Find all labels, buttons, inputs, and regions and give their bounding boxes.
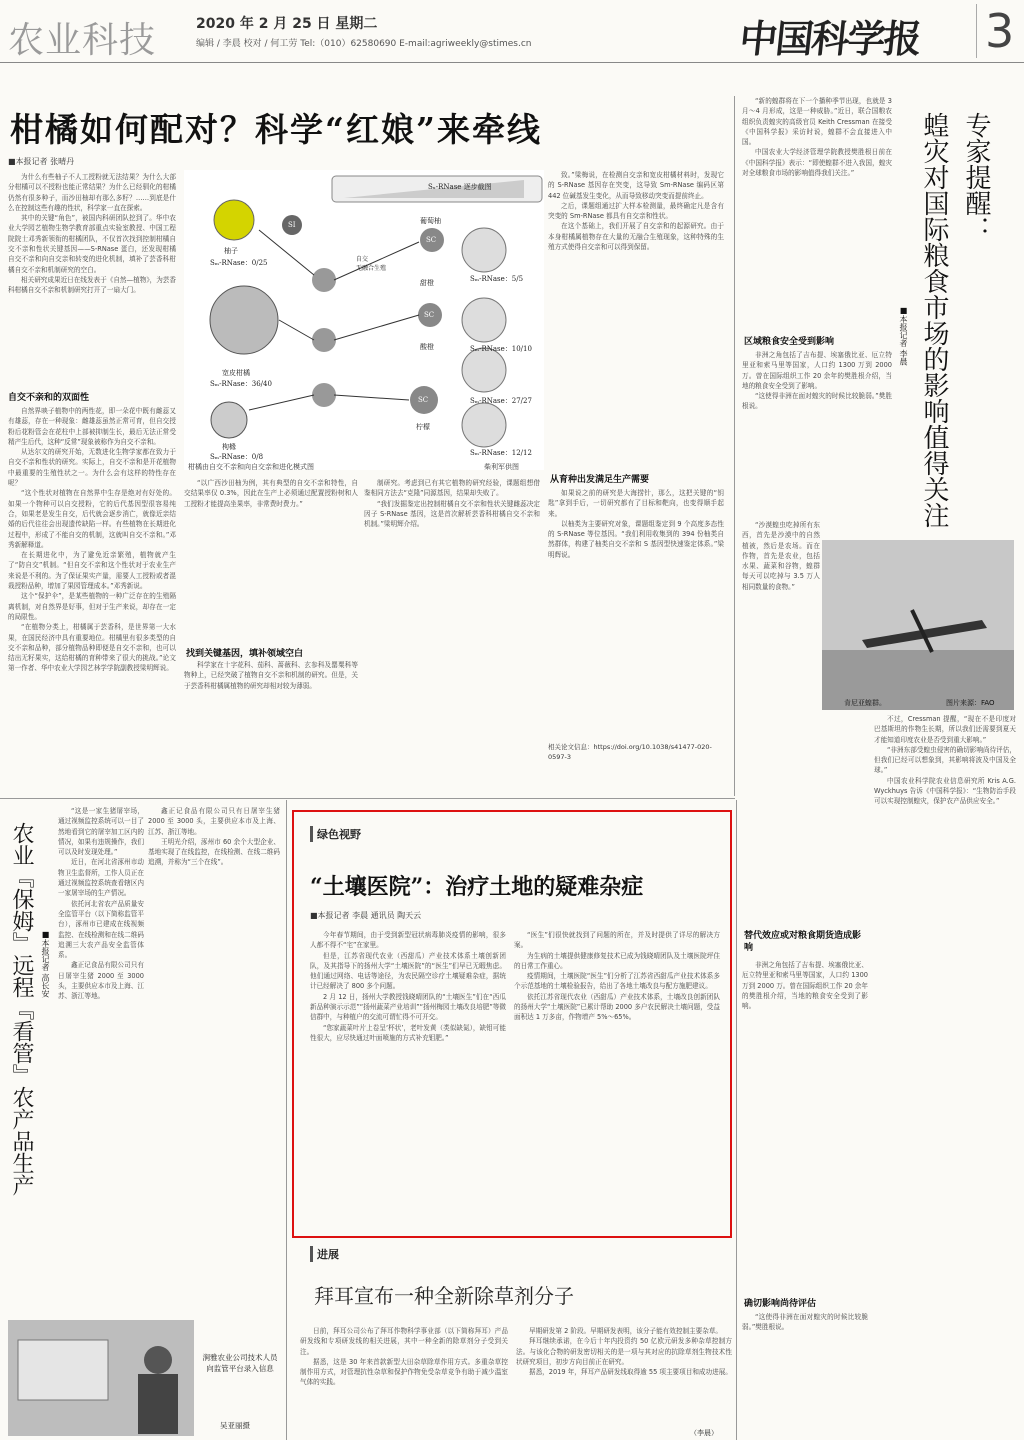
fig-label-pomelo-count: Sₘ-RNase：0/25 [210, 259, 268, 267]
soil-headline: “土壤医院”：治疗土地的疑难杂症 [310, 874, 644, 900]
locust-subhead-2: 替代效应或对粮食期货造成影响 [744, 931, 862, 953]
col-divider-bottom-left [286, 800, 287, 1440]
page-number: 3 [976, 4, 1014, 58]
lead-col1b: 自然界映子植物中的两性花，即一朵花中既有雌蕊又有雄蕊，存在一种现象：雌雄蕊虽然正常可育，但自交授粉后花粉管会在花柱中上部被抑制生长，最后无法正常受精产生后代，这种“反常”现象被称作为自交不亲和。 从达尔文的研究开始，无数进化生物学家都在致力于自交不亲和性状的研究。实际上，自交不亲和是开花植物中最重要的生殖性状之一。为什么会有这样的特性存在呢？ “这个性状对植物在自然界中生存是绝对有好处的。如果一个物种可以自交授粉，它的后代基因型很容易纯合，如果老是发生自交，后代就会逐步消亡，就像近亲结婚的后代往往会出现遗传缺陷一样。有些植物在长期进化过程中，形成了不能自交的机制，这就叫自交不亲和。”邓秀新解释道。 在长期进化中，为了避免近亲繁殖，植物就产生了“防自交”机制。“但自交不亲和这个性状对于农业生产来说是不利的。为了保证果实产量，需要人工授粉或者混栽授粉品种，增加了果园管理成本。”邓秀新说。 这个“保护伞”，是某些植物的一种广泛存在的生殖隔离机制，对自然界是好事，但对于生产来说，却存在一定的局限性。 “在植物分类上，柑橘属于芸香科，是世界第一大水果，在国民经济中具有重要地位。柑橘里有很多类型的自交不亲和品种，部分植物品种即便是自交不亲和，也可以结出无籽果实，这给柑橘的育种带来了很大的挑战。”论文第一作者、华中农业大学园艺林学学院副教授梁明辉说。 [8, 407, 176, 673]
editor-line: 编辑 / 李晨 校对 / 何工劳 Tel:（010）62580690 E-mail:agriweekly@stimes.cn [196, 39, 532, 49]
fig-count-1: Sₘ-RNase：5/5 [470, 275, 524, 283]
fig-arrow-label: 自交 无融合生殖 [356, 256, 387, 272]
fig-label-lemon: 柠檬 [416, 423, 430, 431]
lead-headline: 柑橘如何配对？科学“红娘”来牵线 [10, 110, 542, 149]
nanny-photo-caption: 涧雅农业公司技术人员向监管平台录入信息 [202, 1353, 278, 1373]
locust-kicker: 专家提醒： [961, 112, 991, 242]
locust-col3: 不过，Cressman 提醒，“现在不是印度对巴基斯坦的作物生长期，所以我们还需要到夏天才能知道印度农业是否受到重大影响。” “非洲东部受蝗虫侵害的确切影响尚待评估，但我们已经可以想象到，其影响将波及中国及全球。” 中国农业科学院农业信息研究所 Kris A.G. Wyckhuys 告诉《中国科学报》：“生物防治手段可以实现控制蝗灾，保护农产品供应安全。” [874, 715, 1016, 806]
lead-col5: 致。”梁梅说，在检测自交亲和宽皮柑橘材料时，发现它的 S-RNase 基因存在突变，这导致 Sm-RNase 编码区第 442 位碱基发生变化，从而导致移动突变而提前终止。 之后，课题组通过扩大样本检测量，最终确定凡是含有突变的 Sm-RNase 都具有自交亲和性状。 在这个基础上，我们开展了自交亲和的起源研究。由于本身柑橘属植物存在大量的无融合生殖现象，这种特殊的生殖方式使得自交亲和可以得到保留。 [548, 171, 724, 252]
fig-label-citron-count: Sₘ-RNase：0/8 [210, 453, 264, 461]
figure-credit: 柴利军供图 [484, 463, 519, 471]
col-divider-lead [734, 96, 735, 796]
section-title: 农业科技 [8, 20, 157, 61]
lead-col4: 制研究。考虑到已有其它植物的研究经验，课题组想借鉴相同方法去“克隆”同源基因，结果却失败了。 “我们发掘鉴定出控制柑橘自交不亲和性状关键雌蕊决定因子 S-RNase 基因，这是首次解析芸香科柑橘自交不亲和机制。”梁明辉介绍。 [364, 479, 540, 529]
bayer-kicker: 进展 [310, 1246, 339, 1262]
newspaper-logo: 中国科学报 [737, 16, 923, 61]
locust-subhead-3: 确切影响尚待评估 [744, 1299, 817, 1309]
fig-label-mandarin-count: Sₘ-RNase：36/40 [210, 380, 272, 388]
fig-top-label: Sₓ-RNase 逐步截图 [428, 183, 492, 191]
locust-photo [822, 540, 1014, 710]
lead-byline: ■本报记者 张晴丹 [8, 157, 75, 166]
soil-byline: ■本报记者 李晨 通讯员 陶天云 [310, 911, 422, 920]
locust-col1b: 非洲之角包括了吉布提、埃塞俄比亚、厄立特里亚和索马里等国家，人口约 1300 万到 2000 万。曾在国际组织工作 20 余年的樊胜根介绍，当地的粮食安全受到了影响。 “这使得非洲在面对蝗灾的时候比较脆弱。”樊胜根说。 [742, 351, 892, 411]
nanny-byline: ■本报记者 高长安 [41, 930, 50, 998]
soil-kicker: 绿色视野 [310, 826, 361, 842]
nanny-photo-credit: 吴亚丽摄 [220, 1421, 250, 1430]
fig-label-sour: 酸橙 [420, 343, 434, 351]
bayer-headline: 拜耳宣布一种全新除草剂分子 [314, 1284, 574, 1308]
soil-col2: “医生”们很快就找到了问题的所在，并及时提供了详尽的解决方案。 为生病的土壤提供健康修复技术已成为钱晓晴团队及土壤医院坪住的日常工作重心。 疫情期间，土壤医院“医生”们分析了江苏省西甜瓜产业技术体系多个示范基地的土壤检验报告，给出了各地土壤改良与配方施肥建议。 依托江苏省现代农业（西甜瓜）产业技术体系，土壤改良创新团队的扬州大学“土壤医院”已累计帮助 2000 多户农民解决土壤问题，受益面积达 1 万多亩，作物增产 5%～65%。 [514, 931, 720, 1022]
nanny-photo [8, 1320, 194, 1436]
issue-date: 2020 年 2 月 25 日 星期二 [196, 16, 378, 32]
fig-count-2: Sₘ-RNase：10/10 [470, 345, 532, 353]
fig-label-mandarin: 宽皮柑橘 [222, 369, 250, 377]
fig-label-orange: 甜橙 [420, 279, 434, 287]
fig-label-pomelo: 柚子 [224, 247, 238, 255]
citrus-diagram [184, 170, 544, 456]
lead-col1: 为什么有些柚子不人工授粉就无法结果？为什么大部分柑橘可以不授粉也能正常结果？为什么已经驯化的柑橘仍然有很多种子，而沙田柚却有那么多籽？……到底是什么在控制这些有趣的性状，科学家一直在探索。 其中的关键“角色”，被国内科研团队挖到了。华中农业大学园艺植物生物学教育部重点实验室教授、中国工程院院士邓秀新领衔的柑橘团队，不仅首次找到控制柑橘自交不亲和性状关键基因——S-RNase 蛋白，还发现柑橘自交不亲和向自交亲和转变的进化机制，填补了芸香科柑橘自交不亲和机制研究的空白。 相关研究成果近日在线发表于《自然—植物》，为芸香科柑橘自交不亲和机制研究打开了一扇大门。 [8, 173, 176, 295]
fig-label-citron: 枸橼 [222, 443, 236, 451]
locust-photo-image [822, 540, 1014, 710]
locust-photo-credit: 图片来源：FAO [946, 699, 995, 707]
locust-subhead-1: 区域粮食安全受到影响 [744, 337, 835, 347]
locust-col2b: 非洲之角包括了吉布提、埃塞俄比亚、厄立特里亚和索马里等国家，人口约 1300 万到 2000 万。曾在国际组织工作 20 余年的樊胜根介绍，当地的粮食安全受到了影响。 [742, 961, 868, 1011]
lead-col3: “以广西沙田柚为例，其有典型的自交不亲和特性，自交结果率仅 0.3%，因此在生产上必须通过配置授粉树和人工授粉才能提高坐果率，非常费时费力。” [184, 479, 358, 508]
locust-headline: 蝗灾对国际粮食市场的影响值得关注 [919, 112, 949, 528]
lead-reference: 相关论文信息：https://doi.org/10.1038/s41477-020-0597-3 [548, 743, 712, 761]
lead-col5b: 如果说之前的研究是大海捞针，那么，这把关键的“钥匙”拿到手后，一切研究都有了目标和靶向，也变得顺手起来。 以柚类为主要研究对象，课题组鉴定到 9 个高度多态性的 S-RNase 等位基因。“我们利用收集到的 394 份柚类自然群体，构建了柚类自交不亲和 S 基因型快速鉴定体系。”梁明辉说。 [548, 489, 724, 559]
citrus-figure [184, 170, 544, 470]
lead-col3b: 科学家在十字花科、茄科、蔷薇科、玄参科及罂粟科等物种上，已经突破了植物自交不亲和机制的研究。但是，关于芸香科柑橘属植物的研究却相对较为薄弱。 [184, 661, 358, 690]
locust-col1: “新的蝗群将在下一个播种季节出现，也就是 3 月～4 月形成，这是一种威胁。”近日，联合国粮农组织负责蝗灾的高级官员 Keith Cressman 在接受《中国科学报》采访时说，蝗群不会直接进入中国。 中国农业大学经济管理学院教授樊胜根日前在《中国科学报》表示：“即使蝗群不进入我国，蝗灾对全球粮食市场的影响值得我们关注。” [742, 97, 892, 178]
fig-sc-1: SC [426, 236, 437, 244]
locust-photo-caption: 肯尼亚蝗群。 [844, 699, 886, 707]
nanny-col2: 鑫正记食品有限公司只有日屠宰生猪 2000 至 3000 头，主要供应本市及上海、江苏、浙江等地。 王明光介绍，涿州市 60 余个大型企业、基地实现了在线监控，在线检测、在线二维码追溯，并称为“三个在线”。 [148, 807, 280, 867]
fig-si: SI [288, 221, 296, 229]
bayer-col1: 日前，拜耳公司公布了拜耳作物科学事业部（以下简称拜耳）产品研发线和专项研发线的相关进展，其中一种全新的除草剂分子受到关注。 据悉，这是 30 年来首款新型大田杂草除草作用方式。多重杂草控制作用方式，对管理抗性杂草和保护作物免受杂草竞争有助于减少温室气体的实践。 [300, 1327, 508, 1387]
bayer-col2: 早期研发第 2 阶段。早期研发表明，该分子能有效控制主要杂草。 拜耳继续承诺，在今后十年内投资约 50 亿欧元研发多种杂草控制方法。与该化合物的研发密切相关的是一项与其对应的抗除草剂生物技术性状研究项目，初步方向目前正在研究。 据悉，2019 年，拜耳产品研发线取得逾 55 项主要项目和成功进展。 [516, 1327, 732, 1377]
locust-col2: “沙漠蝗虫吃掉所有东西，首先是沙漠中的自然植被，然后是农场。而在作物，首先是农业，包括水果、蔬菜和谷物，蝗群每天可以吃掉与 3.5 万人相同数量的食物。” [742, 521, 820, 591]
soil-col1: 今年春节期间，由于受到新型冠状病毒肺炎疫情的影响，很多人都不得不“宅”在家里。 但是，江苏省现代农业（西甜瓜）产业技术体系土壤创新团队，及其指导下的扬州大学“土壤医院”的“医生”们早已无暇焦虑。他们通过网络、电话等途径，为农民隔空诊疗土壤疑难杂症，据统计已经解决了 800 多个问题。 2 月 12 日，扬州大学教授钱晓晴团队的“土壤医生”们在“西瓜新品种演示示范”“扬州蔬菜产业培训”“扬州梅园土壤改良培肥”等微信群中，与种植户的交流可谓忙得不可开交。 “您家蔬菜叶片上卷呈‘杯状’，老叶发黄（类似缺氮），缺钼可能性很大，应尽快通过叶面喷施的方式补充钼肥。” [310, 931, 506, 1042]
locust-col2c: “这使得非洲在面对蝗灾的时候比较脆弱。”樊胜根说。 [742, 1313, 868, 1332]
nanny-headline: 农业『保姆』远程『看管』农产品生产 [9, 822, 34, 1196]
masthead [0, 0, 1024, 72]
figure-caption: 柑橘由自交不亲和向自交亲和进化模式图 [188, 463, 314, 471]
fig-count-4: Sₘ-RNase：12/12 [470, 449, 532, 457]
fig-label-grapefruit: 葡萄柚 [420, 217, 441, 225]
bayer-author: （李晨） [690, 1429, 718, 1437]
col-divider-right [736, 800, 737, 1440]
fig-sc-3: SC [418, 396, 429, 404]
lead-subhead-5: 从育种出发满足生产需要 [550, 475, 650, 485]
locust-byline: ■本报记者 李晨 [899, 306, 908, 366]
fig-count-3: Sₘ-RNase：27/27 [470, 397, 532, 405]
nanny-col1: “这是一家生猪屠宰场，通过视频监控系统可以一目了然地看到它的屠宰加工区内的情况，如果有违规操作，我们可以及时发现处理。” 近日，在河北省涿州市动物卫生监督所，工作人员正在通过视频监控系统查看辖区内一家屠宰场的生产情况。 依托河北省农产品质量安全监管平台（以下简称监管平台），涿州市已建成在线视频监控、在线检测和在线二维码追溯三大农产品安全监管体系。 鑫正记食品有限公司只有日屠宰生猪 2000 至 3000 头，主要供应本市及上海、江苏、浙江等地。 [58, 807, 144, 1001]
fig-sc-2: SC [424, 311, 435, 319]
section-rule-mid [0, 798, 735, 799]
masthead-rule [0, 62, 1024, 63]
nanny-photo-image [8, 1320, 194, 1436]
lead-subhead-1: 自交不亲和的双面性 [8, 393, 90, 403]
lead-subhead-3: 找到关键基因，填补领域空白 [186, 649, 304, 659]
